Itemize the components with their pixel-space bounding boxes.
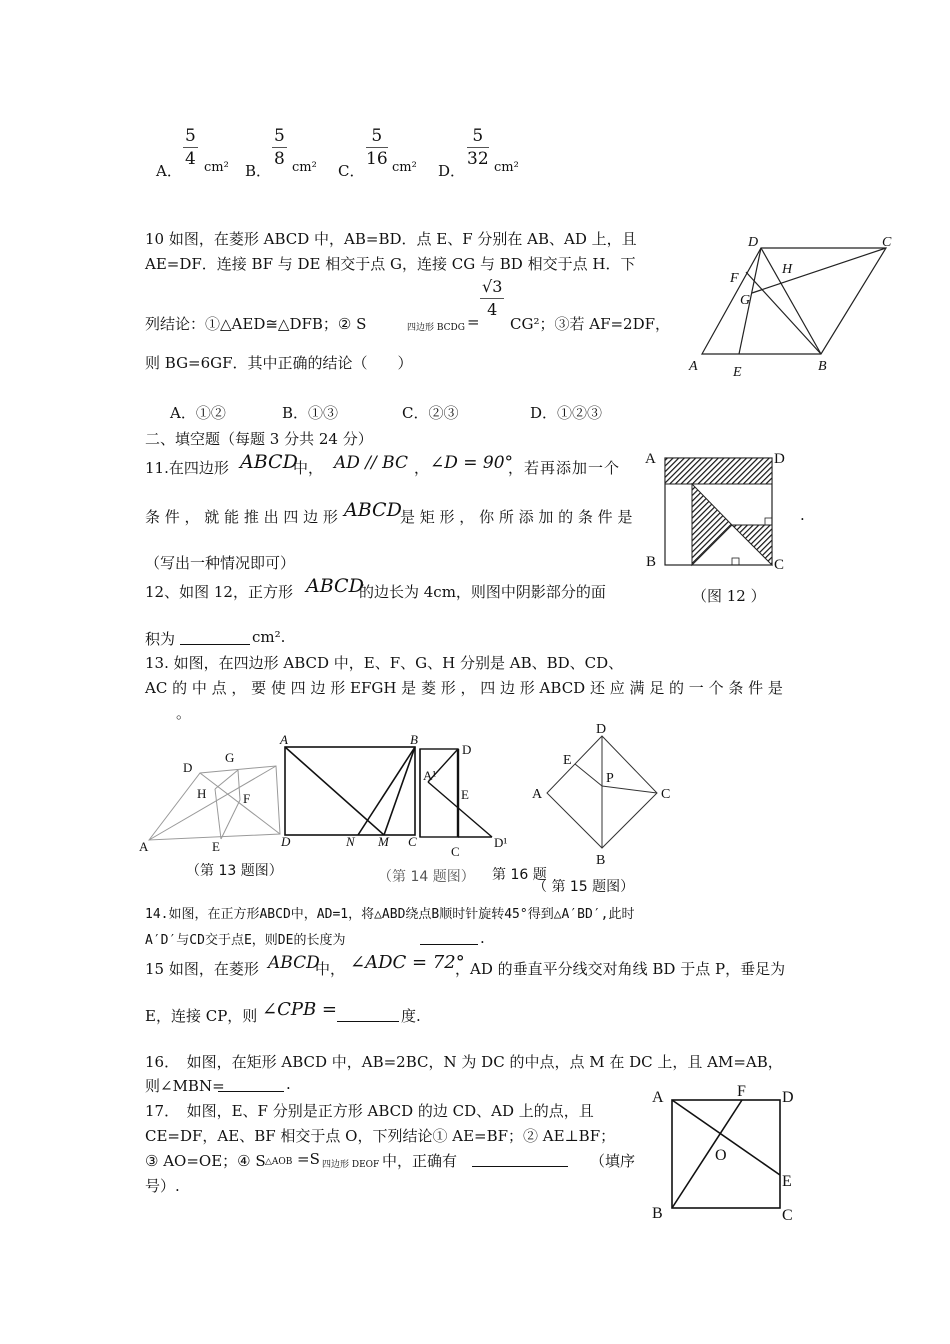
- q11-line-2a: 条 件 ， 就 能 推 出 四 边 形: [145, 508, 338, 526]
- q10-label-c: C: [882, 235, 892, 250]
- q12-abcd: ABCD: [306, 575, 364, 597]
- q15-line-2a: E，连接 CP，则: [145, 1007, 258, 1025]
- q10-label-a: A: [689, 359, 698, 374]
- q11-comma: ，: [414, 459, 430, 477]
- q15-line-1b: 中，: [315, 960, 346, 978]
- q12-line-2a: 积为: [145, 630, 176, 648]
- q12-label-b: B: [646, 554, 657, 570]
- q15-line-2b: 度.: [401, 1007, 421, 1025]
- q10-rhombus-figure: [680, 228, 900, 378]
- q14-answer-blank[interactable]: [420, 929, 478, 945]
- q15-angle-adc: ∠ADC = 72°: [350, 952, 465, 973]
- fig13-label-g: G: [225, 750, 235, 765]
- q17-line-4: 号）.: [145, 1177, 180, 1195]
- q10-line-2: AE=DF．连接 BF 与 DE 相交于点 G，连接 CG 与 BD 相交于点 H．下: [145, 255, 636, 273]
- q10-option-a: A．①②: [170, 404, 226, 422]
- q17-line-2: CE=DF，AE、BF 相交于点 O，下列结论① AE=BF；② AE⊥BF；: [145, 1127, 616, 1145]
- q15-line-1c: ，AD 的垂直平分线交对角线 BD 于点 P，垂足为: [455, 960, 786, 978]
- fig13-label-e: E: [212, 839, 220, 854]
- q17-label-c: C: [782, 1207, 793, 1224]
- q10-option-c: C．②③: [402, 404, 459, 422]
- q12-line-1b: 的边长为 4cm，则图中阴影部分的面: [359, 583, 606, 601]
- fig-16-rectangle: [278, 733, 423, 853]
- q9-option-a-unit: cm²: [204, 160, 229, 175]
- q9-option-a-fraction: $\frac{5}{4}$: [185, 126, 196, 169]
- q10-label-f: F: [730, 271, 739, 286]
- q9-option-b-label: B．: [245, 162, 272, 180]
- q17-line-3b: =S: [297, 1150, 320, 1168]
- q12-label-c: C: [774, 557, 785, 573]
- q12-label-a: A: [645, 451, 656, 467]
- q12-figure: [640, 445, 800, 575]
- q9-option-c-fraction: $\frac{5}{16}$: [366, 126, 388, 169]
- fig15-caption: （ 第 15 题图）: [533, 879, 635, 895]
- fig14-caption: （第 14 题图）: [378, 869, 475, 885]
- q12-figure-caption: （图 12 ）: [692, 587, 766, 605]
- q10-label-g: G: [740, 293, 751, 308]
- q17-line-1: 17． 如图，E、F 分别是正方形 ABCD 的边 CD、AD 上的点，且: [145, 1102, 594, 1120]
- q10-label-h: H: [782, 262, 793, 277]
- q17-label-a: A: [652, 1089, 664, 1106]
- q10-fraction: $\frac{√3}{4}$: [482, 277, 503, 319]
- q12-line-1a: 12、如图 12，正方形: [145, 583, 293, 601]
- q9-option-c-unit: cm²: [392, 160, 417, 175]
- section-2-heading: 二、填空题（每题 3 分共 24 分）: [145, 430, 373, 448]
- q17-label-o: O: [715, 1147, 727, 1164]
- q10-subscript: 四边形 BCDG: [407, 323, 465, 333]
- fig14-label-a1: A¹: [423, 768, 437, 783]
- q9-option-c-label: C．: [338, 162, 365, 180]
- fig-15-rhombus: [525, 720, 685, 870]
- fig15-label-a: A: [532, 787, 543, 802]
- q17-subscript-2: 四边形 DEOF: [322, 1160, 380, 1170]
- fig14-label-c: C: [451, 844, 460, 859]
- q15-abcd: ABCD: [268, 953, 320, 973]
- q9-option-d-unit: cm²: [494, 160, 519, 175]
- q12-answer-blank[interactable]: [180, 628, 250, 645]
- q10-line-3a: 列结论：①△AED≅△DFB；② S: [145, 315, 367, 333]
- fig15-label-e: E: [563, 753, 572, 768]
- q11-line-1b: 中，: [293, 459, 324, 477]
- q11-abcd: ABCD: [240, 451, 298, 473]
- q10-label-d: D: [748, 235, 759, 250]
- q10-line-4: 则 BG=6GF．其中正确的结论（ ）: [145, 354, 413, 372]
- q10-label-b: B: [818, 359, 827, 374]
- q10-option-d: D．①②③: [530, 404, 603, 422]
- fig16-caption: 第 16 题: [492, 867, 547, 883]
- q17-subscript-1: △AOB: [265, 1157, 293, 1167]
- q15-answer-blank[interactable]: [337, 1005, 399, 1022]
- fig15-label-d: D: [596, 722, 607, 737]
- q9-option-a-label: A．: [156, 162, 182, 180]
- q10-line-3b: CG²；③若 AF=2DF，: [510, 315, 671, 333]
- fig14-label-d1: D¹: [494, 835, 508, 850]
- q17-answer-blank[interactable]: [472, 1150, 568, 1167]
- q16-answer-blank[interactable]: [218, 1075, 284, 1092]
- q17-label-e: E: [782, 1173, 792, 1190]
- q15-line-1a: 15 如图，在菱形: [145, 960, 259, 978]
- q16-line-1: 16． 如图，在矩形 ABCD 中，AB=2BC，N 为 DC 的中点，点 M 在 DC 上，且 AM=AB，: [145, 1053, 783, 1071]
- q11-ad-bc: AD // BC: [334, 453, 408, 473]
- q10-line-1: 10 如图，在菱形 ABCD 中，AB=BD．点 E、F 分别在 AB、AD 上，且: [145, 230, 637, 248]
- q13-line-2: AC 的 中 点 ， 要 使 四 边 形 EFGH 是 菱 形 ， 四 边 形 ABCD 还 应 满 足 的 一 个 条 件 是: [145, 679, 783, 697]
- q17-line-3c: 中，正确有: [382, 1152, 458, 1170]
- q17-square-figure: [645, 1080, 805, 1225]
- q9-option-b-fraction: $\frac{5}{8}$: [274, 126, 285, 169]
- fig16-label-d: D: [281, 834, 291, 849]
- fig16-label-c: C: [408, 834, 417, 849]
- q17-label-d: D: [782, 1089, 794, 1106]
- q11-abcd-2: ABCD: [344, 499, 402, 521]
- fig13-label-d: D: [183, 760, 193, 775]
- q11-line-2b: 是 矩 形 ， 你 所 添 加 的 条 件 是: [400, 508, 633, 526]
- fig16-label-n: N: [346, 834, 355, 849]
- fig16-label-b: B: [410, 732, 418, 747]
- fig-13-quadrilateral: [135, 748, 285, 858]
- q12-line-2b: cm².: [252, 628, 286, 646]
- q16-line-2b: .: [286, 1075, 291, 1093]
- fig14-label-e: E: [461, 787, 469, 802]
- q10-label-e: E: [733, 365, 742, 380]
- q9-option-d-label: D．: [438, 162, 466, 180]
- q13-line-3: 。: [176, 704, 192, 722]
- q17-line-3d: （填序: [590, 1152, 636, 1170]
- fig13-caption: （第 13 题图）: [186, 863, 283, 879]
- q11-end-dot: .: [800, 506, 805, 524]
- fig-14-rotation: [418, 742, 523, 862]
- q10-option-b: B．①③: [282, 404, 339, 422]
- q9-option-b-unit: cm²: [292, 160, 317, 175]
- q11-line-1a: 11.在四边形: [145, 459, 229, 477]
- q14-line-2a: A′D′与CD交于点E，则DE的长度为: [145, 933, 346, 948]
- q10-equals: =: [467, 313, 480, 331]
- q13-line-1: 13. 如图，在四边形 ABCD 中，E、F、G、H 分别是 AB、BD、CD、: [145, 654, 624, 672]
- q16-line-2a: 则∠MBN=: [145, 1077, 225, 1095]
- fig13-label-f: F: [243, 791, 251, 806]
- q11-line-1c: ，若再添加一个: [508, 459, 621, 477]
- fig15-label-b: B: [596, 853, 606, 868]
- fig13-label-a: A: [139, 839, 149, 854]
- q17-label-b: B: [652, 1205, 663, 1222]
- fig13-label-h: H: [197, 786, 207, 801]
- q17-line-3a: ③ AO=OE；④ S: [145, 1152, 266, 1170]
- q11-angle-d: ∠D = 90°: [430, 453, 514, 473]
- q12-label-d: D: [774, 451, 785, 467]
- q9-option-d-fraction: $\frac{5}{32}$: [467, 126, 489, 169]
- fig14-label-d: D: [462, 742, 472, 757]
- q14-line-1: 14.如图，在正方形ABCD中，AD=1，将△ABD绕点B顺时针旋转45°得到△A′BD′,此时: [145, 907, 635, 922]
- fig15-label-p: P: [606, 771, 614, 786]
- fig16-label-m: M: [378, 834, 389, 849]
- q15-angle-cpb: ∠CPB =: [262, 999, 337, 1020]
- fig15-label-c: C: [661, 787, 671, 802]
- q11-line-3: （写出一种情况即可）: [145, 554, 296, 572]
- fig16-label-a: A: [280, 732, 288, 747]
- q14-line-2b: .: [480, 929, 485, 947]
- q17-label-f: F: [737, 1083, 746, 1100]
